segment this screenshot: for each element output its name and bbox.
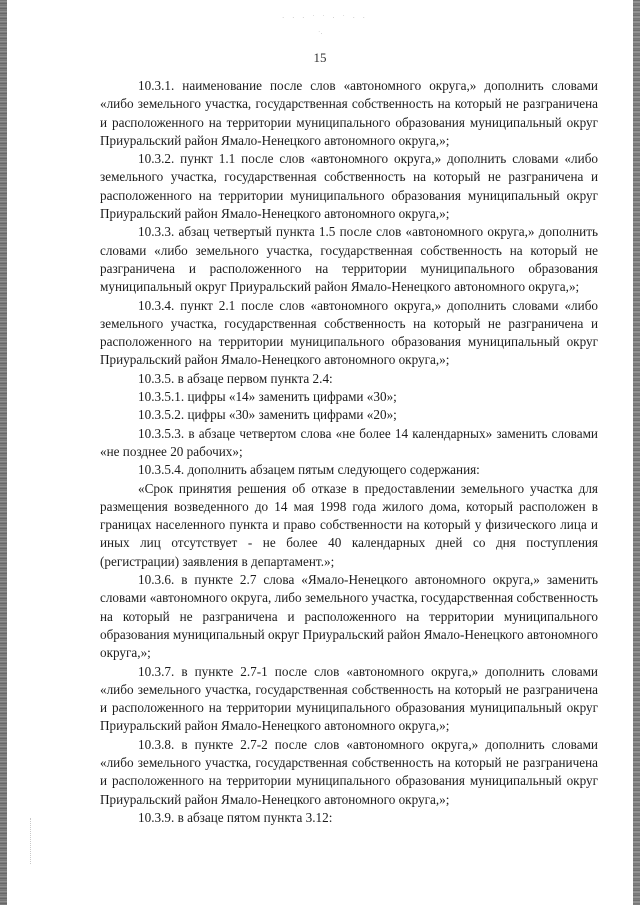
paragraph-quoted-text: «Срок принятия решения об отказе в предоставлении земельного участка для размещения возведенного до 14 мая 1998 года жилого дома, который расположен в границах населенного пункта и право собственности на который у физического лица и иных лиц отсутствует - не более 40 календарных дней со дня поступления (регистрации) заявления в департамент.»; — [100, 480, 598, 569]
page-number: 15 — [313, 50, 327, 65]
paragraph-10-3-7: 10.3.7. в пункте 2.7-1 после слов «автономного округа,» дополнить словами «либо земельного участка, государственная собственность на который не разграничена и расположенного на территории муниципального образования муниципальный округ Приуральский район Ямало-Ненецкого автономного округа,»; — [100, 663, 598, 734]
paragraph-10-3-8: 10.3.8. в пункте 2.7-2 после слов «автономного округа,» дополнить словами «либо земельного участка, государственная собственность на который не разграничена и расположенного на территории муниципального образования муниципальный округ Приуральский район Ямало-Ненецкого автономного округа,»; — [100, 736, 598, 807]
paragraph-10-3-9: 10.3.9. в абзаце пятом пункта 3.12: — [138, 809, 333, 825]
paragraph-10-3-1: 10.3.1. наименование после слов «автономного округа,» дополнить словами «либо земельного участка, государственная собственность на который не разграничена и расположенного на территории муниципального образования муниципальный округ Приуральский район Ямало-Ненецкого автономного округа,»; — [100, 78, 598, 148]
paragraph-10-3-2: 10.3.2. пункт 1.1 после слов «автономного округа,» дополнить словами «либо земельного участка, государственная собственность на который не разграничена и расположенного на территории муниципального образования муниципальный округ Приуральский район Ямало-Ненецкого автономного округа,»; — [100, 151, 598, 222]
scan-artifact: · · · ˙ ˙ · ˙ · · — [282, 14, 368, 22]
paragraph-10-3-5-2: 10.3.5.2. цифры «30» заменить цифрами «20»; — [138, 407, 397, 423]
paragraph-10-3-5-3: 10.3.5.3. в абзаце четвертом слова «не более 14 календарных» заменить словами «не позднее 20 рабочих»; — [100, 425, 598, 459]
scan-edge-left — [0, 0, 7, 905]
paragraph-10-3-5-1: 10.3.5.1. цифры «14» заменить цифрами «30»; — [138, 389, 397, 405]
paragraph-10-3-6: 10.3.6. в пункте 2.7 слова «Ямало-Ненецкого автономного округа,» заменить словами «автономного округа, либо земельного участка, государственная собственность на который не разграничена и расположенного на территории муниципального образования муниципальный округ Приуральский район Ямало-Ненецкого автономного округа,»; — [100, 572, 598, 661]
scan-artifact: ˙· — [318, 30, 323, 38]
document-body — [100, 77, 598, 827]
paragraph-10-3-5-4: 10.3.5.4. дополнить абзацем пятым следующего содержания: — [138, 462, 480, 478]
paragraph-10-3-5: 10.3.5. в абзаце первом пункта 2.4: — [138, 370, 333, 386]
paragraph-10-3-4: 10.3.4. пункт 2.1 после слов «автономного округа,» дополнить словами «либо земельного участка, государственная собственность на который не разграничена и расположенного на территории муниципального образования муниципальный округ Приуральский район Ямало-Ненецкого автономного округа,»; — [100, 297, 598, 368]
scan-artifact — [30, 818, 41, 864]
paragraph-10-3-3: 10.3.3. абзац четвертый пункта 1.5 после слов «автономного округа,» дополнить словами «либо земельного участка, государственная собственность на который не разграничена и расположенного на территории муниципального образования муниципальный округ Приуральский район Ямало-Ненецкого автономного округа,»; — [100, 224, 598, 295]
scan-edge-right — [633, 0, 640, 905]
